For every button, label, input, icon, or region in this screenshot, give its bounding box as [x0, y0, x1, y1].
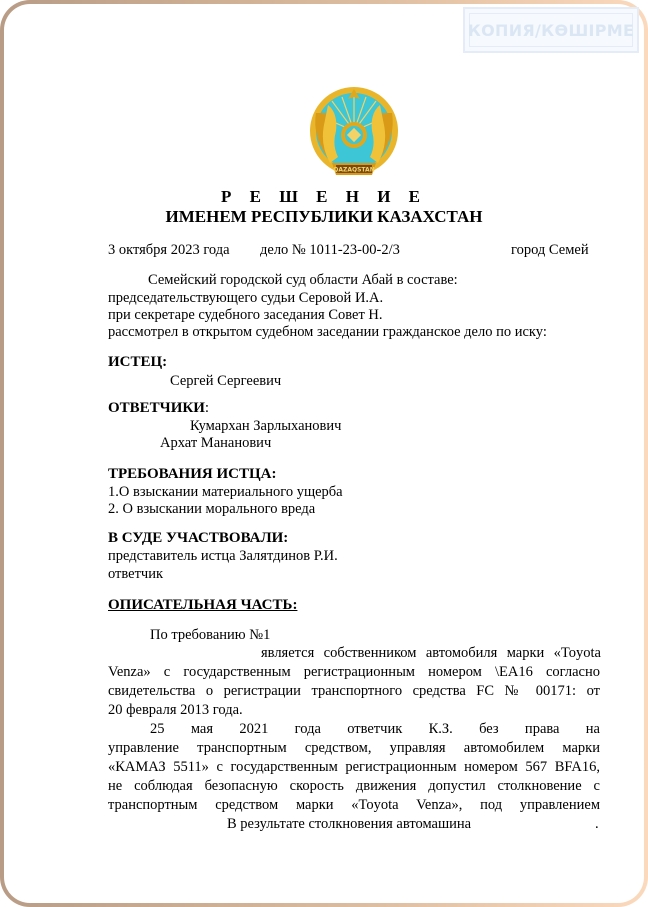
document-subtitle: ИМЕНЕМ РЕСПУБЛИКИ КАЗАХСТАН	[165, 207, 483, 226]
claim-item: 2. О взыскании морального вреда	[108, 501, 316, 517]
claims-heading: ТРЕБОВАНИЯ ИСТЦА:	[108, 466, 277, 482]
claim-item: 1.О взыскании материального ущерба	[108, 484, 343, 500]
paragraph-end: .	[595, 816, 599, 832]
plaintiff-heading: ИСТЕЦ:	[108, 354, 168, 370]
participants-heading: В СУДЕ УЧАСТВОВАЛИ:	[108, 530, 289, 546]
paragraph-line: 20 февраля 2013 года.	[108, 702, 243, 718]
defendant-name: Архат Мананович	[160, 435, 272, 451]
paragraph-line: 25 мая 2021 года ответчик К.З. без права на	[150, 721, 600, 737]
defendants-heading-row	[108, 400, 209, 417]
paragraph-line: свидетельства о регистрации транспортного средства FC № 00171: от	[108, 683, 600, 699]
participant-item: ответчик	[108, 566, 164, 582]
hearing-line: рассмотрел в открытом судебном заседании гражданское дело по иску:	[108, 324, 547, 340]
decision-date: 3 октября 2023 года	[108, 242, 230, 258]
city: город Семей	[511, 242, 589, 258]
kazakhstan-emblem-icon	[302, 83, 406, 183]
emblem-label: QAZAQSTAN	[333, 166, 375, 174]
secretary-line: при секретаре судебного заседания Совет Н.	[108, 307, 383, 323]
case-number: дело № 1011-23-00-2/3	[260, 242, 400, 258]
document-title: Р Е Ш Е Н И Е	[220, 187, 427, 206]
paragraph-line: В результате столкновения автомашина	[227, 816, 472, 832]
defendants-colon: :	[204, 400, 210, 416]
paragraph-line: является собственником автомобиля марки «Toyota	[261, 645, 601, 661]
paragraph-line: «КАМАЗ 5511» с государственным регистрационным номером 567 BFA16,	[108, 759, 600, 775]
watermark-text: КОПИЯ/КӨШІРМЕ	[467, 20, 635, 40]
copy-watermark-stamp	[463, 7, 639, 53]
paragraph-line: управление транспортным средством, управляя автомобилем марки	[108, 740, 600, 756]
defendants-heading: ОТВЕТЧИКИ	[108, 400, 205, 416]
paragraph-start: По требованию №1	[150, 627, 271, 643]
defendant-name: Кумархан Зарлыханович	[190, 418, 342, 434]
paragraph-line: Venza» с государственным регистрационным номером \EA16 согласно	[108, 664, 600, 680]
participant-item: представитель истца Залятдинов Р.И.	[108, 548, 338, 564]
descriptive-heading: ОПИСАТЕЛЬНАЯ ЧАСТЬ:	[108, 597, 298, 613]
paragraph-line: не соблюдая безопасную скорость движения допустил столкновение с	[108, 778, 600, 794]
plaintiff-name: Сергей Сергеевич	[170, 373, 282, 389]
court-line: Семейский городской суд области Абай в составе:	[148, 272, 458, 288]
judge-line: председательствующего судьи Серовой И.А.	[108, 290, 384, 306]
paragraph-line: транспортным средством марки «Toyota Venza», под управлением	[108, 797, 600, 813]
